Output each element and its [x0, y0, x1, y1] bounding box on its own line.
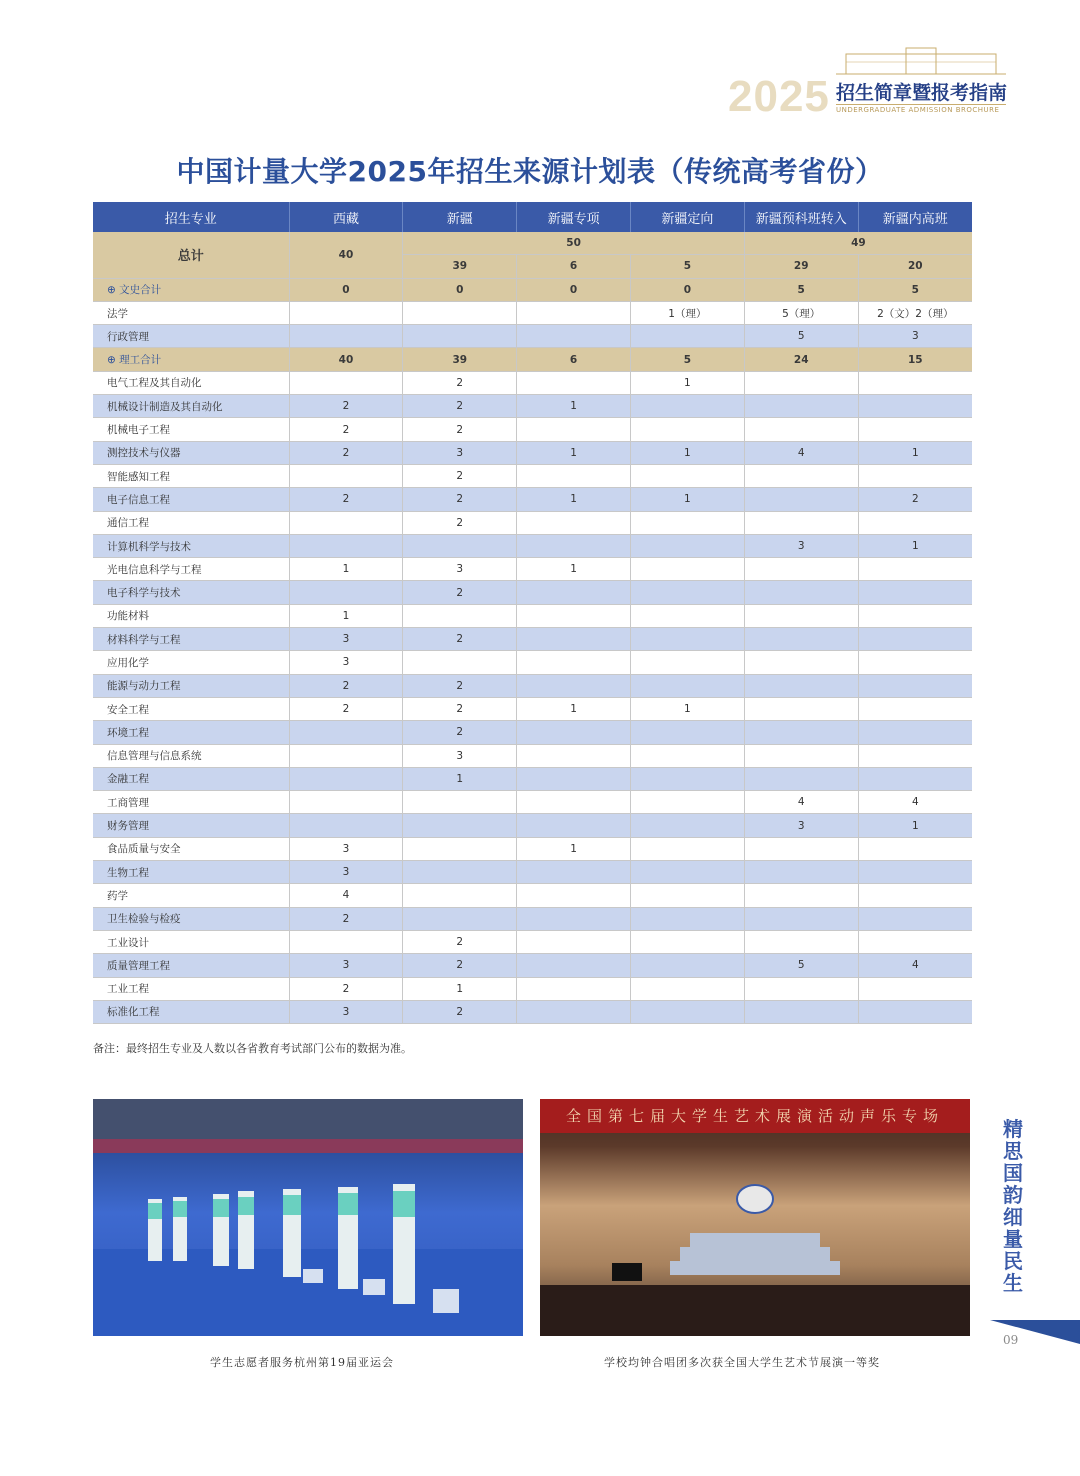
table-row [93, 651, 972, 674]
major-name: 食品质量与安全 [93, 837, 289, 860]
table-cell: 1 [517, 488, 631, 511]
table-cell: 1 [403, 977, 517, 1000]
table-cell: 5 [744, 278, 858, 301]
table-cell [858, 395, 972, 418]
table-cell [403, 651, 517, 674]
table-cell [858, 1000, 972, 1023]
table-cell [289, 371, 403, 394]
table-cell [517, 791, 631, 814]
table-cell [289, 534, 403, 557]
table-row [93, 628, 972, 651]
table-cell: 1 [630, 441, 744, 464]
table-cell: 2 [289, 418, 403, 441]
table-cell [403, 534, 517, 557]
table-cell [858, 604, 972, 627]
table-cell: 39 [403, 348, 517, 371]
table-cell [744, 767, 858, 790]
table-cell [630, 954, 744, 977]
table-cell [630, 395, 744, 418]
table-cell [630, 814, 744, 837]
major-name: 质量管理工程 [93, 954, 289, 977]
table-cell: 1 [858, 814, 972, 837]
table-cell [744, 744, 858, 767]
table-cell [289, 814, 403, 837]
table-cell [858, 861, 972, 884]
table-cell [289, 791, 403, 814]
table-cell [517, 977, 631, 1000]
table-cell [744, 464, 858, 487]
table-cell: 3 [289, 837, 403, 860]
major-name: 标准化工程 [93, 1000, 289, 1023]
table-cell [744, 907, 858, 930]
table-cell: 1（理） [630, 301, 744, 324]
total-xizang: 40 [289, 232, 403, 278]
table-cell: 2 [403, 418, 517, 441]
table-cell: 2 [403, 511, 517, 534]
table-cell [630, 604, 744, 627]
table-cell [630, 907, 744, 930]
table-cell [630, 1000, 744, 1023]
table-cell [517, 325, 631, 348]
table-cell [858, 464, 972, 487]
table-cell [630, 744, 744, 767]
major-name: 金融工程 [93, 767, 289, 790]
table-cell [517, 418, 631, 441]
major-name: ⊕ 理工合计 [93, 348, 289, 371]
table-cell [744, 511, 858, 534]
table-cell [630, 791, 744, 814]
photo-caption-2: 学校均钟合唱团多次获全国大学生艺术节展演一等奖 [604, 1356, 880, 1369]
table-cell [744, 930, 858, 953]
table-cell: 2 [403, 464, 517, 487]
table-cell: 1 [630, 697, 744, 720]
major-name: 应用化学 [93, 651, 289, 674]
table-cell: 4 [744, 791, 858, 814]
table-cell: 15 [858, 348, 972, 371]
table-cell: 1 [517, 395, 631, 418]
table-cell [517, 464, 631, 487]
table-cell [517, 1000, 631, 1023]
major-name: 智能感知工程 [93, 464, 289, 487]
major-name: 工商管理 [93, 791, 289, 814]
header-xinjiang: 新疆 [403, 202, 517, 232]
brand-title: 招生简章暨报考指南 [836, 82, 1008, 104]
table-cell [403, 325, 517, 348]
major-name: ⊕ 文史合计 [93, 278, 289, 301]
vertical-motto: 精思国韵 细量民生 [1003, 1117, 1023, 1295]
table-cell [630, 930, 744, 953]
table-cell [858, 511, 972, 534]
table-cell [858, 977, 972, 1000]
table-cell [403, 907, 517, 930]
table-cell: 4 [858, 954, 972, 977]
major-name: 功能材料 [93, 604, 289, 627]
major-name: 环境工程 [93, 721, 289, 744]
table-cell [630, 674, 744, 697]
table-cell [289, 464, 403, 487]
brand-year: 2025 [728, 72, 830, 121]
table-cell [630, 861, 744, 884]
table-row [93, 884, 972, 907]
table-cell: 5（理） [744, 301, 858, 324]
table-cell: 1 [289, 604, 403, 627]
photo-caption-1: 学生志愿者服务杭州第19届亚运会 [210, 1356, 394, 1369]
table-cell [403, 884, 517, 907]
major-name: 工业设计 [93, 930, 289, 953]
table-row [93, 511, 972, 534]
table-row [93, 278, 972, 301]
table-cell [858, 558, 972, 581]
table-row [93, 418, 972, 441]
table-cell [744, 674, 858, 697]
table-cell [630, 977, 744, 1000]
table-cell [858, 884, 972, 907]
table-cell [744, 651, 858, 674]
table-cell [403, 814, 517, 837]
table-cell: 1 [517, 697, 631, 720]
table-cell [858, 371, 972, 394]
table-cell: 5 [744, 325, 858, 348]
table-header-row [93, 202, 972, 232]
table-cell [517, 511, 631, 534]
table-row [93, 954, 972, 977]
major-name: 法学 [93, 301, 289, 324]
table-cell: 2（文）2（理） [858, 301, 972, 324]
major-name: 药学 [93, 884, 289, 907]
table-cell [630, 767, 744, 790]
table-cell [744, 371, 858, 394]
table-cell [517, 884, 631, 907]
total-cell: 39 [403, 255, 517, 278]
major-name: 安全工程 [93, 697, 289, 720]
table-cell [517, 371, 631, 394]
table-row [93, 837, 972, 860]
table-cell [858, 837, 972, 860]
table-cell: 3 [289, 628, 403, 651]
table-cell [744, 1000, 858, 1023]
table-cell: 1 [517, 441, 631, 464]
major-name: 电子科学与技术 [93, 581, 289, 604]
table-cell: 2 [403, 581, 517, 604]
table-cell: 24 [744, 348, 858, 371]
table-cell [744, 581, 858, 604]
table-cell [630, 651, 744, 674]
table-row [93, 441, 972, 464]
table-cell [858, 418, 972, 441]
brand-header [728, 44, 1028, 124]
table-cell [630, 628, 744, 651]
major-name: 信息管理与信息系统 [93, 744, 289, 767]
table-cell [517, 628, 631, 651]
major-name: 电子信息工程 [93, 488, 289, 511]
table-cell [517, 907, 631, 930]
major-name: 光电信息科学与工程 [93, 558, 289, 581]
table-cell [289, 581, 403, 604]
major-name: 财务管理 [93, 814, 289, 837]
header-xinjiang-special: 新疆专项 [517, 202, 631, 232]
major-name: 行政管理 [93, 325, 289, 348]
table-row [93, 977, 972, 1000]
total-group2: 49 [744, 232, 972, 255]
table-cell: 5 [630, 348, 744, 371]
table-cell [858, 697, 972, 720]
table-cell: 2 [403, 674, 517, 697]
table-cell [289, 721, 403, 744]
major-name: 计算机科学与技术 [93, 534, 289, 557]
table-cell [858, 767, 972, 790]
table-cell [744, 604, 858, 627]
brand-rule [836, 104, 1006, 105]
table-cell [289, 744, 403, 767]
table-cell: 2 [858, 488, 972, 511]
total-group1: 50 [403, 232, 744, 255]
table-row [93, 767, 972, 790]
table-cell [744, 837, 858, 860]
choir-illustration [540, 1099, 970, 1336]
table-cell [289, 301, 403, 324]
table-cell: 3 [858, 325, 972, 348]
table-cell: 0 [403, 278, 517, 301]
major-name: 卫生检验与检疫 [93, 907, 289, 930]
major-name: 通信工程 [93, 511, 289, 534]
table-cell [858, 674, 972, 697]
table-cell: 2 [403, 930, 517, 953]
table-cell: 0 [630, 278, 744, 301]
table-cell [744, 861, 858, 884]
header-major: 招生专业 [93, 202, 289, 232]
header-xizang: 西藏 [289, 202, 403, 232]
table-cell: 3 [289, 651, 403, 674]
table-cell [289, 325, 403, 348]
table-cell [630, 418, 744, 441]
table-cell: 2 [403, 395, 517, 418]
table-row [93, 744, 972, 767]
table-cell: 4 [744, 441, 858, 464]
table-cell: 0 [517, 278, 631, 301]
table-cell: 4 [289, 884, 403, 907]
table-cell: 1 [517, 558, 631, 581]
table-cell [858, 907, 972, 930]
table-cell: 2 [289, 907, 403, 930]
table-cell: 2 [289, 977, 403, 1000]
table-cell [517, 581, 631, 604]
table-row [93, 674, 972, 697]
table-row [93, 558, 972, 581]
brand-subtitle: UNDERGRADUATE ADMISSION BROCHURE [836, 106, 1000, 114]
table-cell [517, 534, 631, 557]
table-cell [517, 954, 631, 977]
photo-choir-performance [540, 1099, 970, 1336]
table-row [93, 534, 972, 557]
table-cell [630, 884, 744, 907]
table-cell [630, 581, 744, 604]
table-cell: 3 [744, 534, 858, 557]
table-cell [744, 884, 858, 907]
footnote: 备注：最终招生专业及人数以各省教育考试部门公布的数据为准。 [93, 1042, 412, 1055]
major-name: 电气工程及其自动化 [93, 371, 289, 394]
table-cell [630, 511, 744, 534]
table-row [93, 395, 972, 418]
table-cell [403, 837, 517, 860]
page-number: 09 [1003, 1333, 1019, 1347]
table-row [93, 1000, 972, 1023]
table-cell: 2 [403, 1000, 517, 1023]
table-cell: 3 [744, 814, 858, 837]
table-row [93, 301, 972, 324]
table-cell: 2 [289, 674, 403, 697]
table-cell [858, 651, 972, 674]
table-cell [403, 604, 517, 627]
total-label: 总计 [93, 232, 289, 278]
table-cell: 2 [289, 395, 403, 418]
table-cell: 1 [289, 558, 403, 581]
table-cell [289, 511, 403, 534]
table-cell [517, 861, 631, 884]
table-row [93, 325, 972, 348]
table-cell [744, 418, 858, 441]
table-cell: 1 [403, 767, 517, 790]
table-cell [744, 558, 858, 581]
table-cell [517, 767, 631, 790]
table-cell [517, 651, 631, 674]
table-cell [744, 977, 858, 1000]
header-xinjiang-inland: 新疆内高班 [858, 202, 972, 232]
table-cell [858, 581, 972, 604]
header-xinjiang-prep: 新疆预科班转入 [744, 202, 858, 232]
table-row [93, 697, 972, 720]
table-cell: 1 [630, 371, 744, 394]
major-name: 机械电子工程 [93, 418, 289, 441]
table-cell: 3 [289, 954, 403, 977]
table-cell [858, 628, 972, 651]
table-cell [858, 930, 972, 953]
table-cell: 2 [289, 488, 403, 511]
table-cell [744, 721, 858, 744]
major-name: 生物工程 [93, 861, 289, 884]
table-cell: 3 [403, 441, 517, 464]
major-name: 材料科学与工程 [93, 628, 289, 651]
photo-asian-games-volunteers [93, 1099, 523, 1336]
table-row [93, 464, 972, 487]
performance-banner: 全国第七届大学生艺术展演活动声乐专场 [540, 1099, 970, 1133]
table-cell: 2 [403, 697, 517, 720]
table-cell: 1 [858, 534, 972, 557]
table-row [93, 814, 972, 837]
table-cell [517, 301, 631, 324]
major-name: 机械设计制造及其自动化 [93, 395, 289, 418]
table-cell [403, 301, 517, 324]
table-row [93, 861, 972, 884]
table-row [93, 791, 972, 814]
page-title: 中国计量大学2025年招生来源计划表（传统高考省份） [176, 155, 884, 188]
building-illustration [836, 46, 1006, 76]
table-cell: 5 [858, 278, 972, 301]
table-cell [630, 534, 744, 557]
major-name: 工业工程 [93, 977, 289, 1000]
table-cell: 2 [289, 697, 403, 720]
table-cell [858, 744, 972, 767]
table-cell: 3 [403, 558, 517, 581]
table-cell: 1 [858, 441, 972, 464]
table-cell [630, 464, 744, 487]
table-cell: 5 [744, 954, 858, 977]
table-cell: 2 [403, 628, 517, 651]
table-cell: 2 [403, 488, 517, 511]
table-cell [630, 837, 744, 860]
total-cell: 5 [630, 255, 744, 278]
table-cell [517, 744, 631, 767]
table-cell [744, 395, 858, 418]
table-cell [744, 628, 858, 651]
table-row [93, 581, 972, 604]
volunteers-illustration [93, 1099, 523, 1336]
total-cell: 6 [517, 255, 631, 278]
total-cell: 29 [744, 255, 858, 278]
table-cell [517, 674, 631, 697]
table-cell [858, 721, 972, 744]
table-cell: 2 [289, 441, 403, 464]
table-cell: 3 [289, 861, 403, 884]
table-cell: 0 [289, 278, 403, 301]
table-cell: 4 [858, 791, 972, 814]
table-cell [403, 861, 517, 884]
major-name: 测控技术与仪器 [93, 441, 289, 464]
table-cell [289, 767, 403, 790]
table-cell: 40 [289, 348, 403, 371]
major-name: 能源与动力工程 [93, 674, 289, 697]
total-row-top [93, 232, 972, 255]
table-cell [517, 721, 631, 744]
table-cell [289, 930, 403, 953]
table-cell [744, 488, 858, 511]
table-cell: 1 [517, 837, 631, 860]
table-cell: 6 [517, 348, 631, 371]
table-row [93, 907, 972, 930]
table-cell [403, 791, 517, 814]
table-cell [630, 325, 744, 348]
table-cell [630, 721, 744, 744]
table-row [93, 488, 972, 511]
table-cell: 3 [403, 744, 517, 767]
table-cell [517, 604, 631, 627]
table-cell: 1 [630, 488, 744, 511]
table-cell: 2 [403, 371, 517, 394]
table-cell: 2 [403, 721, 517, 744]
admission-plan-table [93, 202, 972, 1024]
table-cell [517, 814, 631, 837]
table-cell [517, 930, 631, 953]
header-xinjiang-directed: 新疆定向 [630, 202, 744, 232]
table-row [93, 371, 972, 394]
table-cell [630, 558, 744, 581]
table-row [93, 930, 972, 953]
total-cell: 20 [858, 255, 972, 278]
table-cell: 3 [289, 1000, 403, 1023]
table-cell: 2 [403, 954, 517, 977]
table-row [93, 721, 972, 744]
table-row [93, 348, 972, 371]
table-cell [744, 697, 858, 720]
table-row [93, 604, 972, 627]
